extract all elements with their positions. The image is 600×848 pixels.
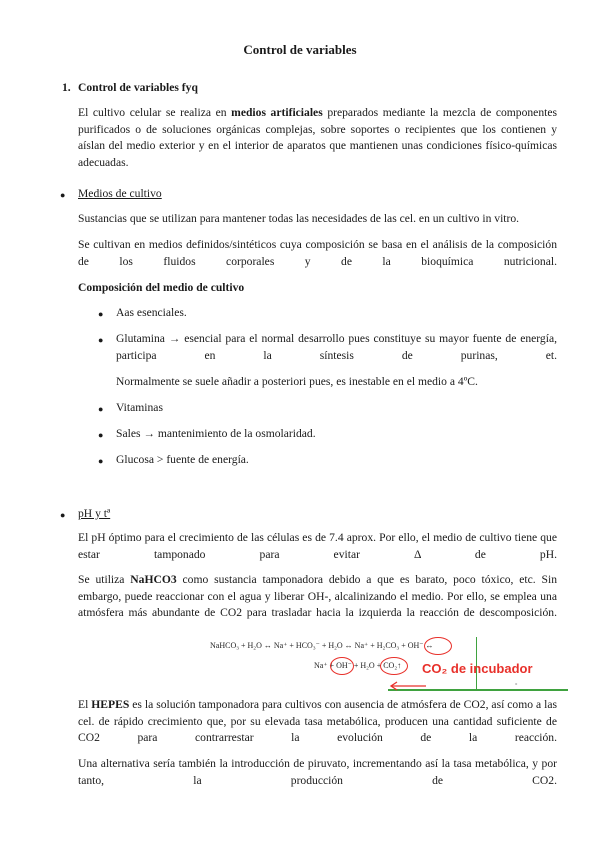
bullet-dot: ● (60, 510, 66, 520)
ph-p2-post: como sustancia tamponadora debido a que es barato, poco tóxico, etc. Sin embargo, puede reaccionar con el agua y liberar OH-, alcalinizando el medio. Por ello, se emplea una atmósfera más abundante de CO2 para trasladar hacia la izquierda la reacción de descomposición. (78, 573, 558, 619)
bullet-dot: ● (98, 404, 104, 414)
bullet-dot: ● (98, 335, 104, 345)
intro-text-pre: El cultivo celular se realiza en (78, 106, 232, 119)
list-item-glutamina: Glutamina → esencial para el normal desarrollo pues constituye su mayor fuente de energía, participa en la síntesis de purinas, et. (116, 332, 557, 362)
composition-heading: Composición del medio de cultivo (78, 281, 245, 294)
intro-text-post: preparados mediante la mezcla de componentes purificados o de soluciones orgánicas complejas, sobre soportes o recipientes que los contienen y aíslan del medio exterior y en el interior de aparatos que mantienen unas condiciones físico-químicas adecuadas. (78, 106, 558, 169)
equation-line-2: Na⁺ + OH⁻ + H₂O + CO₂↑ (314, 661, 402, 670)
arrow-left-icon (388, 679, 428, 693)
glutamina-note: Normalmente se suele añadir a posteriori pues, es inestable en el medio a 4ºC. (116, 375, 478, 388)
co2-incubator-label: CO₂ de incubador (422, 661, 533, 676)
oh-circle-icon (330, 657, 354, 675)
ph-p3-pre: El (78, 698, 92, 711)
ph-p2-bold: NaHCO3 (130, 573, 177, 586)
list-item-aas: Aas esenciales. (116, 306, 187, 319)
oh-circle-icon (424, 637, 452, 655)
bullet-dot: ● (98, 430, 104, 440)
ph-label-text: pH y tª (78, 507, 111, 520)
medios-label-text: Medios de cultivo (78, 187, 162, 200)
figure-mark: ° (515, 683, 518, 689)
ph-p2-pre: Se utiliza (78, 573, 131, 586)
section-number: 1. (62, 81, 71, 94)
co2-circle-icon (380, 657, 408, 675)
equation-line-1: NaHCO₃ + H₂O ↔ Na⁺ + HCO₃⁻ + H₂O ↔ Na⁺ + H₂CO₃ + OH⁻ ↔ (210, 641, 434, 650)
medios-paragraph-2: Se cultivan en medios definidos/sintéticos cuya composición se basa en el análisis de la composición de los fluidos corporales y de la bioquímica nutricional. (78, 238, 557, 268)
ph-p3-post: es la solución tamponadora para cultivos con ausencia de atmósfera de CO2, así como a las cel. de rápido crecimiento que, por su elevada tasa metabólica, producen una cantidad suficiente de CO2 para contrarrestar la evolución de la reacción. (78, 698, 558, 744)
ph-paragraph-3 (78, 697, 557, 747)
list-item-glucosa: Glucosa > fuente de energía. (116, 453, 249, 466)
list-item-vitaminas: Vitaminas (116, 401, 163, 414)
list-item-sales: Sales → mantenimiento de la osmolaridad. (116, 427, 316, 440)
bullet-dot: ● (98, 309, 104, 319)
medios-paragraph-1: Sustancias que se utilizan para mantener todas las necesidades de las cel. en un cultivo in vitro. (78, 212, 520, 225)
intro-text-bold: medios artificiales (231, 106, 323, 119)
ph-paragraph-4: Una alternativa sería también la introducción de piruvato, incrementando así la tasa metabólica, y por tanto, la producción de CO2. (78, 757, 557, 787)
bullet-dot: ● (60, 190, 66, 200)
section-heading: Control de variables fyq (78, 81, 198, 94)
medios-bullet-label (78, 186, 162, 203)
intro-paragraph (78, 105, 557, 171)
ph-paragraph-1: El pH óptimo para el crecimiento de las células es de 7.4 aprox. Por ello, el medio de cultivo tiene que estar tamponado para evitar Δ de pH. (78, 531, 557, 561)
ph-paragraph-2 (78, 572, 557, 622)
ph-p3-bold: HEPES (91, 698, 130, 711)
equation-figure (208, 637, 533, 691)
ph-bullet-label (78, 506, 110, 523)
bullet-dot: ● (98, 456, 104, 466)
page-title: Control de variables (243, 42, 357, 57)
